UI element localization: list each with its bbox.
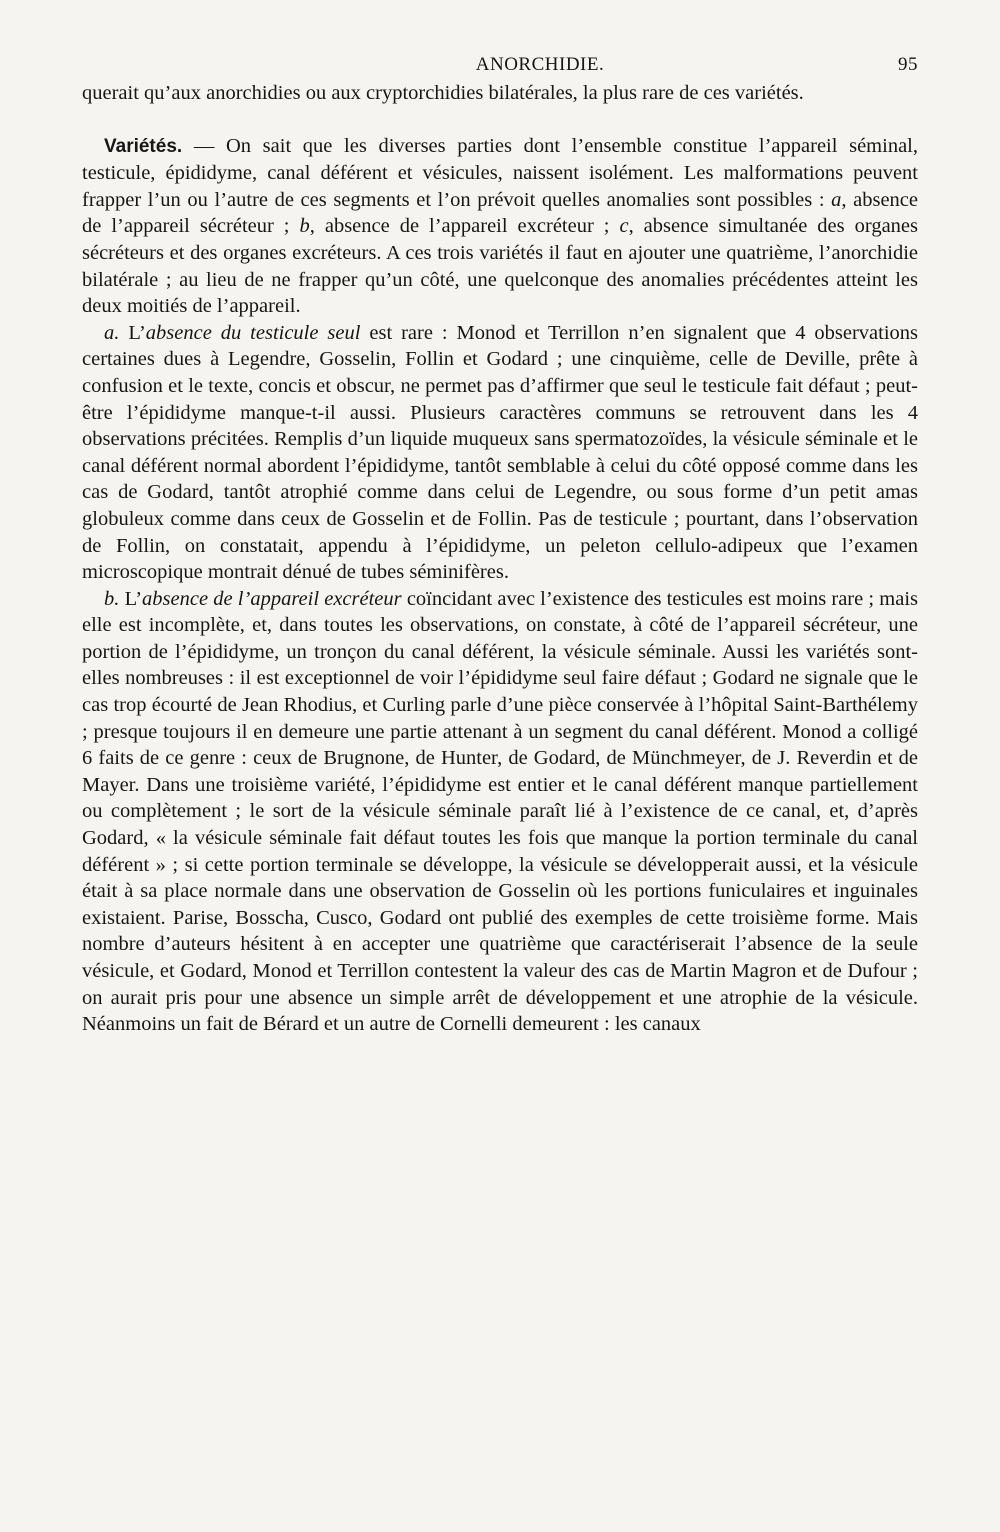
section-heading: Variétés.: [104, 135, 183, 157]
italic-phrase: absence du testicule seul: [145, 321, 361, 344]
italic-phrase: absence de l’appareil excréteur: [142, 587, 402, 610]
running-header: [82, 50, 918, 80]
page-number: 95: [898, 54, 918, 75]
paragraph-text: est rare : Monod et Terrillon n’en signalent que 4 observations certaines dues à Legendre, Gosselin, Follin et Godard ; une cinquième, celle de Deville, prête à confusion et le texte, concis et obscur, ne permet pas d’affirmer que seul le testicule fait défaut ; peut-être l’épididyme manque-t-il aussi. Plusieurs caractères communs se retrouvent dans les 4 observations précitées. Remplis d’un liquide muqueux sans spermatozoïdes, la vésicule séminale et le canal déférent normal abordent l’épididyme, tantôt semblable à celui du côté opposé comme dans les cas de Godard, tantôt atrophié comme dans celui de Legendre, ou sous forme d’un petit amas globuleux comme dans ceux de Gosselin et de Follin. Pas de testicule ; pourtant, dans l’observation de Follin, on constatait, appendu à l’épididyme, un peleton cellulo-adipeux que l’examen microscopique montrait dénué de tubes séminifères.: [82, 321, 919, 584]
paragraph-spacer: [82, 107, 918, 133]
paragraph-a: [82, 320, 918, 586]
paragraph-continuation: [82, 80, 918, 107]
enum-letter: b: [299, 215, 310, 238]
paragraph-text: , absence de l’appareil excréteur ;: [309, 215, 620, 238]
paragraph-text: L’: [128, 321, 146, 344]
enum-letter: a: [831, 188, 842, 211]
body-text: [82, 80, 918, 1038]
paragraph-text: , absence de l’appareil sécréteur ;: [82, 188, 918, 238]
running-title: ANORCHIDIE.: [475, 54, 605, 75]
enum-letter: c: [619, 215, 629, 238]
paragraph-b: [82, 586, 918, 1038]
paragraph-varietes: [82, 133, 918, 320]
enum-label: a.: [104, 321, 129, 344]
paragraph-text: L’: [124, 587, 143, 610]
paragraph-text: querait qu’aux anorchidies ou aux cryptorchidies bilatérales, la plus rare de ces variétés.: [82, 82, 804, 104]
enum-label: b.: [104, 587, 125, 610]
paragraph-text: , absence simultanée des organes sécréteurs et des organes excréteurs. A ces trois variétés il faut en ajouter une quatrième, l’anorchidie bilatérale ; au lieu de ne frapper qu’un côté, une quelconque des anomalies précédentes atteint les deux moitiés de l’appareil.: [82, 215, 919, 318]
paragraph-text: — On sait que les diverses parties dont l’ensemble constitue l’appareil séminal, testicule, épididyme, canal déférent et vésicules, naissent isolément. Les malformations peuvent frapper l’un ou l’autre de ces segments et l’on prévoit quelles anomalies sont possibles :: [82, 134, 918, 211]
paragraph-text: coïncidant avec l’existence des testicules est moins rare ; mais elle est incomplète, et, dans toutes les observations, on constate, à côté de l’appareil sécréteur, une portion de l’épididyme, un tronçon du canal déférent, la vésicule séminale. Aussi les variétés sont-elles nombreuses : il est exceptionnel de voir l’épididyme seul faire défaut ; Godard ne signale que le cas trop écourté de Jean Rhodius, et Curling parle d’une pièce conservée à l’hôpital Saint-Barthélemy ; presque toujours il en demeure une partie attenant à un segment du canal déférent. Monod a colligé 6 faits de ce genre : ceux de Brugnone, de Hunter, de Godard, de Münchmeyer, de J. Reverdin et de Mayer. Dans une troisième variété, l’épididyme est entier et le canal déférent manque partiellement ou complètement ; le sort de la vésicule séminale paraît lié à l’existence de ce canal, et, d’après Godard, « la vésicule séminale fait défaut toutes les fois que manque la portion terminale du canal déférent » ; si cette portion terminale se développe, la vésicule se développerait aussi, et la vésicule était à sa place normale dans une observation de Gosselin où les portions funiculaires et inguinales existaient. Parise, Bosscha, Cusco, Godard ont publié des exemples de cette troisième forme. Mais nombre d’auteurs hésitent à en accepter une quatrième que caractériserait l’absence de la seule vésicule, et Godard, Monod et Terrillon contestent la valeur des cas de Martin Magron et de Dufour ; on aurait pris pour une absence un simple arrêt de développement et une atrophie de la vésicule. Néanmoins un fait de Bérard et un autre de Cornelli demeurent : les canaux: [82, 587, 919, 1036]
